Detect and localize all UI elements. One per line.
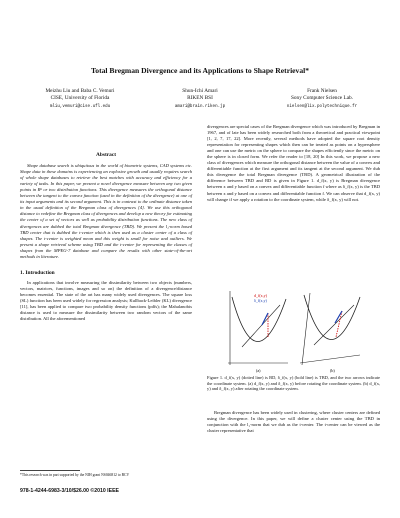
right-column-text-2: Bregman divergence has been widely used in clustering, where cluster centers are defined using the divergence. In this paper, we will define a cluster center using the TBD in conjunction with the l₁-norm that we dub as the t-center. The t-center can be viewed as the cluster representative that [207,409,380,433]
panel-b-bd-line [336,311,342,337]
author-1-name: Meizhu Liu and Baba C. Vemuri [45,88,115,94]
author-3 [262,88,382,111]
panel-b-convex-curve [304,295,360,340]
author-2-name: Shun-Ichi Amari [182,88,218,94]
author-3-affiliation: Sony Computer Science Lab. [290,95,354,101]
panel-a-label: (a) [256,368,261,373]
right-column [207,124,380,203]
author-1-affiliation: CISE, University of Florida [50,95,110,101]
abstract-heading: Abstract [95,152,117,158]
author-3-email: nielsen@lix.polytechnique.fr [286,105,358,109]
isbn-line: 978-1-4244-6983-3/10/$26.00 ©2010 IEEE [20,488,120,494]
intro-text: In applications that involve measuring the dissimilarity between two objects (numbers, vectors, matrices, functions, images and so on) the definition of a divergence/distance becomes essential. The state of the art has many widely used divergences. The square loss (SL) function has been used widely for regression analysis; Kullback-Leibler (KL) divergence [11], has been applied to compare two probability density functions (pdfs); the Mahalanobis distance is used to measure the dissimilarity between two random vectors of the same distribution. All the aforementioned [20,279,192,322]
panel-a-legend-delta: δ_f(x,y) [254,298,267,303]
panel-b-label: (b) [330,368,335,373]
panel-b-x-axis [300,355,360,363]
right-column-text: divergences are special cases of the Bregman divergence which was introduced by Bregman in 1967, and of late has been widely researched both from a theoretical and practical viewpoint [1, 2, 7, 17, 22]. More recently, several methods have adopted the square root density representation for representing shapes which then can be treated as points on a hypersphere and one can use the metric on the sphere to compare the shapes efficiently since the metric on the sphere is in closed form. We refer the reader to [18, 20] In this work, we propose a new class of divergences which measure the orthogonal distance between the value of a convex and differentiable function at the first argument and its tangent at the second argument. We dub this divergence the total Bregman divergence (TBD). A geometrical illustration of the difference between TBD and BD is given in Figure 1. d_f(x, y) is Bregman divergence between x and y based on a convex and differentiable function f where as δ_f(x, y) is the TBD between x and y based on a convex and differentiable function f. We can observe that d_f(x, y) will change if we apply a rotation to the coordinate system, while δ_f(x, y) will not. [207,124,380,202]
author-2-email: amari@brain.riken.jp [174,105,226,109]
figure-1 [218,285,368,375]
footnote: *This research was in part supported by the NIH grant NS046812 to BCV [20,473,130,477]
author-1-email: mliu,vemuri@cise.ufl.edu [49,105,111,109]
figure-caption: Figure 1. d_f(x, y) (dotted line) is BD, δ_f(x, y) (bold line) is TBD, and the two arrows indicate the coordinate system. (a) d_f(x, y) and δ_f(x, y) before rotating the coordinate system. (b) d_f(x, y) and δ_f(x, y) after rotating the coordinate system. [207,375,380,392]
author-1 [20,88,140,111]
author-2 [145,88,255,111]
right-column-continued [207,405,380,438]
footnote-rule [20,470,80,471]
figure-panel-b [300,293,360,373]
figure-panel-a [228,291,288,373]
section-heading: 1. Introduction [20,269,55,276]
author-2-affiliation: RIKEN BSI [187,95,213,101]
panel-b-y-axis [302,293,310,365]
panel-a-legend-d: d_f(x,y) [254,293,267,298]
paper-title: Total Bregman Divergence and its Applications to Shape Retrieval* [90,66,310,75]
author-3-name: Frank Nielsen [307,88,337,94]
left-column [20,152,192,322]
panel-a-convex-curve [232,297,286,342]
abstract-text: Shape database search is ubiquitous in the world of biometric systems, CAD systems etc. Shape data in these domains is experiencing an explosive growth and usually requires search of whole shape databases to retrieve the best matches with accuracy and efficiency for a variety of tasks. In this paper, we present a novel divergence measure between any two given points in Rⁿ or two distribution functions. This divergence measures the orthogonal distance between the tangent to the convex function (used in the definition of the divergence) at one of its input arguments and its second argument. This is in contrast to the ordinate distance taken in the usual definition of the Bregman class of divergences [4]. We use this orthogonal distance to redefine the Bregman class of divergences and develop a new theory for estimating the center of a set of vectors as well as probability distribution functions. The new class of divergences are dubbed the total Bregman divergence (TBD). We present the l₁-norm based TBD center that is dubbed the t-center which is then used as a cluster center of a class of shapes. The t-center is weighted mean and this weight is small for noise and outliers. We present a shape retrieval scheme using TBD and the t-center for representing the classes of shapes from the MPEG-7 database and compare the results with other state-of-the-art methods in literature. [20,163,192,259]
